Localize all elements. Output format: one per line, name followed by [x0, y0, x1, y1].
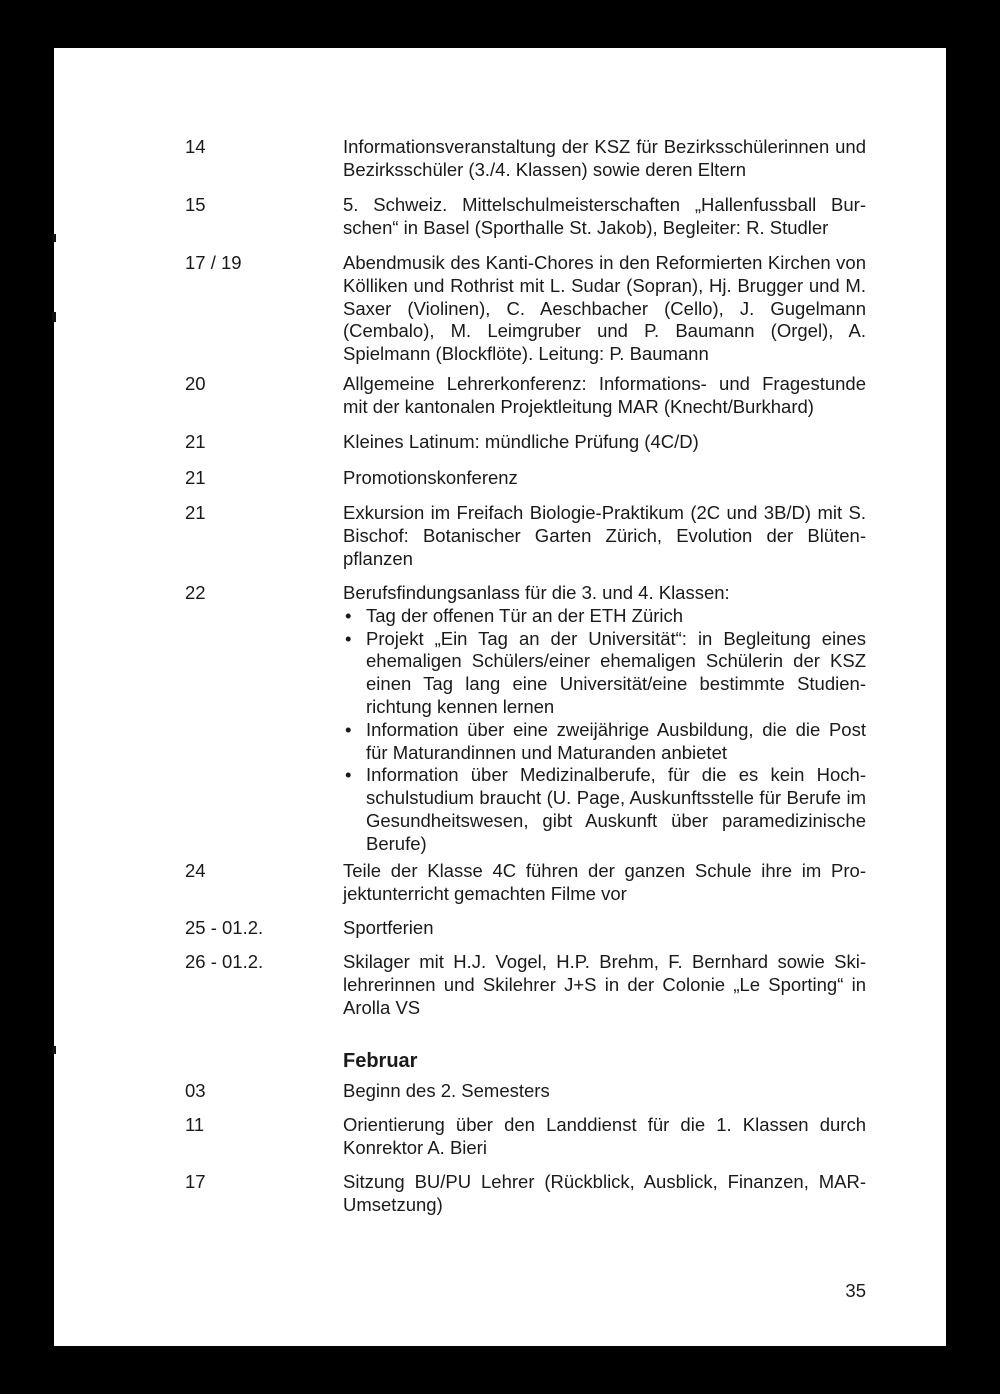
- bullet-icon: •: [345, 764, 352, 786]
- entry-date: 26 - 01.2.: [185, 951, 264, 972]
- entry-description: Beginn des 2. Semesters: [343, 1080, 550, 1101]
- entry-date: 21: [185, 431, 206, 452]
- list-item-text: Projekt „Ein Tag an der Universität“: in Begleitung eines ehemaligen Schülers/einer ehemaligen Schülerin der KSZ einen Tag lang eine Universität/eine bestimmte Studienrichtung kennen lernen: [366, 627, 866, 717]
- entry-description: Allgemeine Lehrerkonferenz: Informations- und Fragestunde mit der kantonalen Projektleitung MAR (Knecht/Burkhard): [343, 373, 866, 417]
- entry-description: Orientierung über den Landdienst für die 1. Klassen durch Konrektor A. Bieri: [343, 1114, 866, 1158]
- scan-artifact: [52, 312, 56, 322]
- entry-date: 14: [185, 136, 206, 157]
- entry-description: Sitzung BU/PU Lehrer (Rückblick, Ausblick, Finanzen, MAR-Umsetzung): [343, 1171, 866, 1215]
- list-item-text: Information über eine zweijährige Ausbildung, die die Post für Maturandinnen und Maturanden anbietet: [366, 718, 866, 763]
- entry-description: Informationsveranstaltung der KSZ für Bezirksschülerinnen und Bezirksschüler (3./4. Klassen) sowie deren Eltern: [343, 136, 866, 180]
- entry-date: 24: [185, 860, 206, 881]
- list-item: [343, 764, 866, 855]
- entry-date: 17: [185, 1171, 206, 1192]
- entry-date: 17 / 19: [185, 252, 242, 273]
- entry-date: 21: [185, 467, 206, 488]
- list-item-text: Information über Medizinalberufe, für die es kein Hochschulstudium braucht (U. Page, Auskunftsstelle für Berufe im Gesundheitswesen, gibt Auskunft über paramedizinische Berufe): [366, 764, 866, 854]
- list-item-text: Tag der offenen Tür an der ETH Zürich: [366, 604, 684, 626]
- entry-date: 25 - 01.2.: [185, 917, 264, 938]
- document-page: [54, 48, 946, 1346]
- list-item: [343, 605, 866, 628]
- entry-date: 21: [185, 502, 206, 523]
- entry-description: Exkursion im Freifach Biologie-Praktikum (2C und 3B/D) mit S. Bischof: Botanischer Garten Zürich, Evolution der Blütenpflanzen: [343, 502, 866, 569]
- entry-description: Promotionskonferenz: [343, 467, 518, 488]
- entry-description: Sportferien: [343, 917, 434, 938]
- scan-artifact: [52, 234, 56, 242]
- entry-description: 5. Schweiz. Mittelschulmeisterschaften „Hallenfussball Burschen“ in Basel (Sporthalle St. Jakob), Begleiter: R. Studler: [343, 194, 866, 238]
- bullet-icon: •: [345, 604, 352, 626]
- bullet-list: [343, 605, 866, 856]
- page-number: 35: [845, 1280, 866, 1301]
- entry-intro: Berufsfindungsanlass für die 3. und 4. Klassen:: [343, 582, 730, 603]
- entry-date: 15: [185, 194, 206, 215]
- entry-description: Kleines Latinum: mündliche Prüfung (4C/D): [343, 431, 699, 452]
- bullet-icon: •: [345, 627, 352, 649]
- entry-description: Abendmusik des Kanti-Chores in den Reformierten Kirchen von Kölliken und Rothrist mit L. Sudar (Sopran), Hj. Brugger und M. Saxer (Violinen), C. Aeschbacher (Cello), J. Gugelmann (Cembalo), M. Leimgruber und P. Baumann (Orgel), A. Spielmann (Blockflöte). Leitung: P. Baumann: [343, 252, 866, 365]
- list-item: [343, 719, 866, 765]
- entry-date: 11: [185, 1114, 205, 1135]
- entry-date: 20: [185, 373, 206, 394]
- month-heading: Februar: [343, 1050, 418, 1072]
- entry-description: [343, 582, 866, 856]
- entry-date: 22: [185, 582, 206, 603]
- entry-description: Skilager mit H.J. Vogel, H.P. Brehm, F. Bernhard sowie Skilehrerinnen und Skilehrer J+S in der Colonie „Le Sporting“ in Arolla VS: [343, 951, 866, 1018]
- list-item: [343, 628, 866, 719]
- bullet-icon: •: [345, 718, 352, 740]
- scan-artifact: [52, 1046, 56, 1054]
- entry-date: 03: [185, 1080, 206, 1101]
- entry-description: Teile der Klasse 4C führen der ganzen Schule ihre im Projektunterricht gemachten Filme vor: [343, 860, 866, 904]
